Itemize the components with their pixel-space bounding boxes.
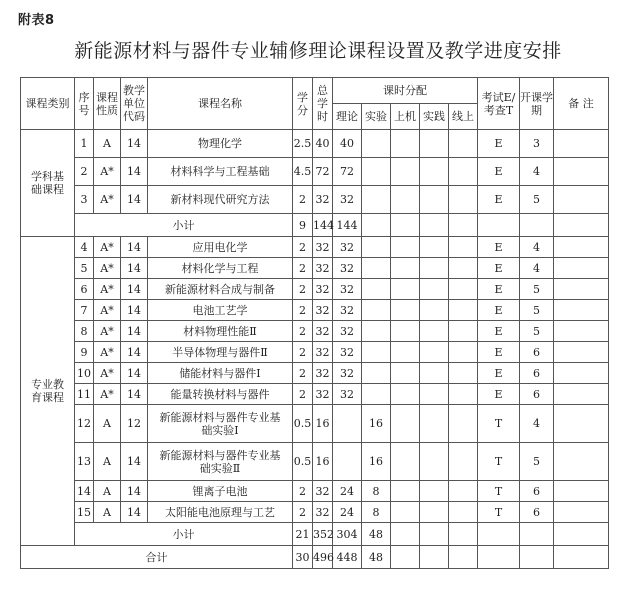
grand-total-lab-hours: 48 bbox=[362, 546, 391, 569]
unit-code-cell: 14 bbox=[121, 443, 148, 481]
unit-code-cell: 14 bbox=[121, 258, 148, 279]
semester-cell: 4 bbox=[520, 158, 554, 186]
theory-hours-cell: 32 bbox=[333, 300, 362, 321]
total-hours-cell: 32 bbox=[313, 481, 333, 502]
credit-cell: 2 bbox=[293, 186, 313, 214]
total-hours-cell: 32 bbox=[313, 502, 333, 523]
course-name-cell: 新材料现代研究方法 bbox=[148, 186, 293, 214]
empty-cell bbox=[420, 214, 449, 237]
nature-cell: A bbox=[94, 405, 121, 443]
remark-cell bbox=[554, 237, 609, 258]
computer-hours-cell bbox=[391, 186, 420, 214]
lab-hours-cell bbox=[362, 237, 391, 258]
unit-code-cell: 14 bbox=[121, 342, 148, 363]
lab-hours-cell bbox=[362, 363, 391, 384]
unit-code-cell: 14 bbox=[121, 321, 148, 342]
header-hours-distribution: 课时分配 bbox=[333, 78, 478, 104]
theory-hours-cell: 32 bbox=[333, 279, 362, 300]
credit-cell: 2 bbox=[293, 363, 313, 384]
computer-hours-cell bbox=[391, 443, 420, 481]
practice-hours-cell bbox=[420, 237, 449, 258]
empty-cell bbox=[554, 214, 609, 237]
credit-cell: 2 bbox=[293, 502, 313, 523]
seq-cell: 9 bbox=[75, 342, 94, 363]
lab-hours-cell bbox=[362, 300, 391, 321]
credit-cell: 2 bbox=[293, 384, 313, 405]
header-seq: 序号 bbox=[75, 78, 94, 130]
seq-cell: 10 bbox=[75, 363, 94, 384]
remark-cell bbox=[554, 363, 609, 384]
course-name-cell: 太阳能电池原理与工艺 bbox=[148, 502, 293, 523]
empty-cell bbox=[554, 523, 609, 546]
header-practice: 实践 bbox=[420, 104, 449, 130]
table-body bbox=[21, 130, 609, 569]
empty-cell bbox=[478, 214, 520, 237]
seq-cell: 4 bbox=[75, 237, 94, 258]
total-hours-cell: 32 bbox=[313, 279, 333, 300]
unit-code-cell: 14 bbox=[121, 130, 148, 158]
table-row bbox=[21, 384, 609, 405]
seq-cell: 8 bbox=[75, 321, 94, 342]
computer-hours-cell bbox=[391, 363, 420, 384]
theory-hours-cell: 24 bbox=[333, 481, 362, 502]
empty-cell bbox=[554, 546, 609, 569]
exam-type-cell: E bbox=[478, 363, 520, 384]
subtotal-theory-hours: 304 bbox=[333, 523, 362, 546]
empty-cell bbox=[449, 546, 478, 569]
subtotal-total-hours: 352 bbox=[313, 523, 333, 546]
online-hours-cell bbox=[449, 158, 478, 186]
semester-cell: 6 bbox=[520, 384, 554, 405]
exam-type-cell: T bbox=[478, 502, 520, 523]
header-semester: 开课学期 bbox=[520, 78, 554, 130]
table-row bbox=[21, 186, 609, 214]
course-name-cell: 新能源材料与器件专业基础实验Ⅱ bbox=[148, 443, 293, 481]
practice-hours-cell bbox=[420, 186, 449, 214]
exam-type-cell: E bbox=[478, 158, 520, 186]
unit-code-cell: 14 bbox=[121, 363, 148, 384]
remark-cell bbox=[554, 384, 609, 405]
remark-cell bbox=[554, 258, 609, 279]
exam-type-cell: E bbox=[478, 300, 520, 321]
theory-hours-cell: 32 bbox=[333, 258, 362, 279]
grand-total-theory-hours: 448 bbox=[333, 546, 362, 569]
theory-hours-cell: 32 bbox=[333, 363, 362, 384]
credit-cell: 4.5 bbox=[293, 158, 313, 186]
total-hours-cell: 40 bbox=[313, 130, 333, 158]
lab-hours-cell: 8 bbox=[362, 481, 391, 502]
subtotal-lab-hours bbox=[362, 214, 391, 237]
nature-cell: A* bbox=[94, 384, 121, 405]
practice-hours-cell bbox=[420, 363, 449, 384]
practice-hours-cell bbox=[420, 502, 449, 523]
nature-cell: A bbox=[94, 502, 121, 523]
semester-cell: 5 bbox=[520, 443, 554, 481]
nature-cell: A bbox=[94, 443, 121, 481]
header-nature: 课程性质 bbox=[94, 78, 121, 130]
subtotal-theory-hours: 144 bbox=[333, 214, 362, 237]
total-hours-cell: 32 bbox=[313, 300, 333, 321]
header-credit: 学分 bbox=[293, 78, 313, 130]
course-schedule-table bbox=[20, 77, 609, 569]
subtotal-total-hours: 144 bbox=[313, 214, 333, 237]
total-hours-cell: 32 bbox=[313, 258, 333, 279]
grand-total-row bbox=[21, 546, 609, 569]
course-name-cell: 储能材料与器件Ⅰ bbox=[148, 363, 293, 384]
subtotal-row bbox=[21, 523, 609, 546]
practice-hours-cell bbox=[420, 258, 449, 279]
practice-hours-cell bbox=[420, 130, 449, 158]
appendix-label: 附表8 bbox=[18, 13, 55, 28]
semester-cell: 4 bbox=[520, 405, 554, 443]
course-name-cell: 半导体物理与器件Ⅱ bbox=[148, 342, 293, 363]
table-row bbox=[21, 279, 609, 300]
computer-hours-cell bbox=[391, 158, 420, 186]
course-name-cell: 材料化学与工程 bbox=[148, 258, 293, 279]
remark-cell bbox=[554, 130, 609, 158]
table-row bbox=[21, 342, 609, 363]
grand-total-label: 合计 bbox=[21, 546, 293, 569]
seq-cell: 14 bbox=[75, 481, 94, 502]
unit-code-cell: 14 bbox=[121, 237, 148, 258]
unit-code-cell: 14 bbox=[121, 186, 148, 214]
empty-cell bbox=[449, 523, 478, 546]
semester-cell: 6 bbox=[520, 363, 554, 384]
seq-cell: 13 bbox=[75, 443, 94, 481]
subtotal-row bbox=[21, 214, 609, 237]
unit-code-cell: 14 bbox=[121, 158, 148, 186]
nature-cell: A bbox=[94, 130, 121, 158]
course-name-cell: 锂离子电池 bbox=[148, 481, 293, 502]
header-unit-code: 教学单位代码 bbox=[121, 78, 148, 130]
online-hours-cell bbox=[449, 300, 478, 321]
table-row bbox=[21, 158, 609, 186]
exam-type-cell: T bbox=[478, 481, 520, 502]
theory-hours-cell: 32 bbox=[333, 384, 362, 405]
nature-cell: A* bbox=[94, 300, 121, 321]
semester-cell: 4 bbox=[520, 258, 554, 279]
computer-hours-cell bbox=[391, 502, 420, 523]
lab-hours-cell bbox=[362, 384, 391, 405]
subtotal-lab-hours: 48 bbox=[362, 523, 391, 546]
online-hours-cell bbox=[449, 321, 478, 342]
subtotal-label: 小计 bbox=[75, 523, 293, 546]
total-hours-cell: 72 bbox=[313, 158, 333, 186]
empty-cell bbox=[520, 214, 554, 237]
course-name-cell: 新能源材料合成与制备 bbox=[148, 279, 293, 300]
computer-hours-cell bbox=[391, 130, 420, 158]
seq-cell: 1 bbox=[75, 130, 94, 158]
header-online: 线上 bbox=[449, 104, 478, 130]
computer-hours-cell bbox=[391, 481, 420, 502]
credit-cell: 2 bbox=[293, 321, 313, 342]
practice-hours-cell bbox=[420, 405, 449, 443]
seq-cell: 6 bbox=[75, 279, 94, 300]
table-row bbox=[21, 443, 609, 481]
nature-cell: A* bbox=[94, 186, 121, 214]
lab-hours-cell bbox=[362, 258, 391, 279]
lab-hours-cell: 8 bbox=[362, 502, 391, 523]
page-title: 新能源材料与器件专业辅修理论课程设置及教学进度安排 bbox=[74, 40, 562, 62]
exam-type-cell: E bbox=[478, 342, 520, 363]
theory-hours-cell: 32 bbox=[333, 237, 362, 258]
practice-hours-cell bbox=[420, 342, 449, 363]
nature-cell: A* bbox=[94, 321, 121, 342]
credit-cell: 2 bbox=[293, 481, 313, 502]
semester-cell: 5 bbox=[520, 186, 554, 214]
practice-hours-cell bbox=[420, 321, 449, 342]
empty-cell bbox=[520, 523, 554, 546]
header-lab: 实验 bbox=[362, 104, 391, 130]
practice-hours-cell bbox=[420, 300, 449, 321]
total-hours-cell: 32 bbox=[313, 237, 333, 258]
seq-cell: 2 bbox=[75, 158, 94, 186]
theory-hours-cell bbox=[333, 443, 362, 481]
exam-type-cell: T bbox=[478, 405, 520, 443]
empty-cell bbox=[391, 214, 420, 237]
computer-hours-cell bbox=[391, 300, 420, 321]
remark-cell bbox=[554, 405, 609, 443]
unit-code-cell: 14 bbox=[121, 502, 148, 523]
header-total-hours: 总学时 bbox=[313, 78, 333, 130]
theory-hours-cell: 32 bbox=[333, 186, 362, 214]
subtotal-credit: 9 bbox=[293, 214, 313, 237]
computer-hours-cell bbox=[391, 279, 420, 300]
empty-cell bbox=[520, 546, 554, 569]
subtotal-credit: 21 bbox=[293, 523, 313, 546]
computer-hours-cell bbox=[391, 258, 420, 279]
nature-cell: A bbox=[94, 481, 121, 502]
theory-hours-cell: 40 bbox=[333, 130, 362, 158]
seq-cell: 11 bbox=[75, 384, 94, 405]
table-row bbox=[21, 237, 609, 258]
lab-hours-cell bbox=[362, 279, 391, 300]
lab-hours-cell bbox=[362, 342, 391, 363]
course-name-cell: 应用电化学 bbox=[148, 237, 293, 258]
theory-hours-cell bbox=[333, 405, 362, 443]
remark-cell bbox=[554, 342, 609, 363]
online-hours-cell bbox=[449, 279, 478, 300]
remark-cell bbox=[554, 300, 609, 321]
unit-code-cell: 14 bbox=[121, 384, 148, 405]
empty-cell bbox=[420, 546, 449, 569]
total-hours-cell: 32 bbox=[313, 363, 333, 384]
remark-cell bbox=[554, 279, 609, 300]
grand-total-credit: 30 bbox=[293, 546, 313, 569]
empty-cell bbox=[391, 546, 420, 569]
lab-hours-cell bbox=[362, 321, 391, 342]
seq-cell: 3 bbox=[75, 186, 94, 214]
nature-cell: A* bbox=[94, 258, 121, 279]
table-row bbox=[21, 130, 609, 158]
header-theory: 理论 bbox=[333, 104, 362, 130]
unit-code-cell: 14 bbox=[121, 300, 148, 321]
header-computer: 上机 bbox=[391, 104, 420, 130]
online-hours-cell bbox=[449, 384, 478, 405]
exam-type-cell: E bbox=[478, 186, 520, 214]
total-hours-cell: 32 bbox=[313, 384, 333, 405]
total-hours-cell: 32 bbox=[313, 342, 333, 363]
semester-cell: 6 bbox=[520, 502, 554, 523]
table-row bbox=[21, 363, 609, 384]
course-name-cell: 能量转换材料与器件 bbox=[148, 384, 293, 405]
practice-hours-cell bbox=[420, 158, 449, 186]
seq-cell: 15 bbox=[75, 502, 94, 523]
empty-cell bbox=[449, 214, 478, 237]
header-row-1 bbox=[21, 78, 609, 104]
semester-cell: 6 bbox=[520, 481, 554, 502]
exam-type-cell: E bbox=[478, 384, 520, 405]
lab-hours-cell: 16 bbox=[362, 443, 391, 481]
theory-hours-cell: 32 bbox=[333, 342, 362, 363]
unit-code-cell: 14 bbox=[121, 481, 148, 502]
semester-cell: 5 bbox=[520, 300, 554, 321]
nature-cell: A* bbox=[94, 158, 121, 186]
nature-cell: A* bbox=[94, 279, 121, 300]
empty-cell bbox=[478, 523, 520, 546]
header-category: 课程类别 bbox=[21, 78, 75, 130]
credit-cell: 0.5 bbox=[293, 443, 313, 481]
lab-hours-cell bbox=[362, 158, 391, 186]
total-hours-cell: 32 bbox=[313, 186, 333, 214]
header-course-name: 课程名称 bbox=[148, 78, 293, 130]
seq-cell: 12 bbox=[75, 405, 94, 443]
category-cell: 专业教育课程 bbox=[21, 237, 75, 546]
course-name-cell: 物理化学 bbox=[148, 130, 293, 158]
credit-cell: 2 bbox=[293, 258, 313, 279]
online-hours-cell bbox=[449, 342, 478, 363]
computer-hours-cell bbox=[391, 321, 420, 342]
remark-cell bbox=[554, 321, 609, 342]
table-row bbox=[21, 300, 609, 321]
exam-type-cell: E bbox=[478, 237, 520, 258]
computer-hours-cell bbox=[391, 384, 420, 405]
online-hours-cell bbox=[449, 481, 478, 502]
remark-cell bbox=[554, 481, 609, 502]
empty-cell bbox=[420, 523, 449, 546]
nature-cell: A* bbox=[94, 363, 121, 384]
practice-hours-cell bbox=[420, 443, 449, 481]
header-remark: 备 注 bbox=[554, 78, 609, 130]
online-hours-cell bbox=[449, 405, 478, 443]
seq-cell: 7 bbox=[75, 300, 94, 321]
theory-hours-cell: 72 bbox=[333, 158, 362, 186]
semester-cell: 3 bbox=[520, 130, 554, 158]
lab-hours-cell bbox=[362, 186, 391, 214]
exam-type-cell: T bbox=[478, 443, 520, 481]
empty-cell bbox=[391, 523, 420, 546]
exam-type-cell: E bbox=[478, 279, 520, 300]
theory-hours-cell: 24 bbox=[333, 502, 362, 523]
table-row bbox=[21, 321, 609, 342]
credit-cell: 2 bbox=[293, 300, 313, 321]
computer-hours-cell bbox=[391, 237, 420, 258]
course-name-cell: 新能源材料与器件专业基础实验Ⅰ bbox=[148, 405, 293, 443]
computer-hours-cell bbox=[391, 405, 420, 443]
nature-cell: A* bbox=[94, 237, 121, 258]
subtotal-label: 小计 bbox=[75, 214, 293, 237]
empty-cell bbox=[478, 546, 520, 569]
remark-cell bbox=[554, 186, 609, 214]
theory-hours-cell: 32 bbox=[333, 321, 362, 342]
online-hours-cell bbox=[449, 186, 478, 214]
semester-cell: 6 bbox=[520, 342, 554, 363]
course-name-cell: 材料科学与工程基础 bbox=[148, 158, 293, 186]
lab-hours-cell bbox=[362, 130, 391, 158]
remark-cell bbox=[554, 158, 609, 186]
practice-hours-cell bbox=[420, 481, 449, 502]
credit-cell: 2 bbox=[293, 342, 313, 363]
credit-cell: 0.5 bbox=[293, 405, 313, 443]
total-hours-cell: 16 bbox=[313, 405, 333, 443]
table-row bbox=[21, 502, 609, 523]
credit-cell: 2.5 bbox=[293, 130, 313, 158]
credit-cell: 2 bbox=[293, 279, 313, 300]
semester-cell: 5 bbox=[520, 279, 554, 300]
online-hours-cell bbox=[449, 443, 478, 481]
seq-cell: 5 bbox=[75, 258, 94, 279]
semester-cell: 5 bbox=[520, 321, 554, 342]
practice-hours-cell bbox=[420, 279, 449, 300]
table-row bbox=[21, 258, 609, 279]
semester-cell: 4 bbox=[520, 237, 554, 258]
category-cell: 学科基础课程 bbox=[21, 130, 75, 237]
exam-type-cell: E bbox=[478, 321, 520, 342]
lab-hours-cell: 16 bbox=[362, 405, 391, 443]
online-hours-cell bbox=[449, 363, 478, 384]
online-hours-cell bbox=[449, 237, 478, 258]
practice-hours-cell bbox=[420, 384, 449, 405]
grand-total-hours: 496 bbox=[313, 546, 333, 569]
table-row bbox=[21, 481, 609, 502]
course-name-cell: 材料物理性能Ⅱ bbox=[148, 321, 293, 342]
remark-cell bbox=[554, 443, 609, 481]
online-hours-cell bbox=[449, 502, 478, 523]
computer-hours-cell bbox=[391, 342, 420, 363]
course-name-cell: 电池工艺学 bbox=[148, 300, 293, 321]
unit-code-cell: 12 bbox=[121, 405, 148, 443]
total-hours-cell: 32 bbox=[313, 321, 333, 342]
remark-cell bbox=[554, 502, 609, 523]
exam-type-cell: E bbox=[478, 258, 520, 279]
online-hours-cell bbox=[449, 258, 478, 279]
exam-type-cell: E bbox=[478, 130, 520, 158]
total-hours-cell: 16 bbox=[313, 443, 333, 481]
online-hours-cell bbox=[449, 130, 478, 158]
nature-cell: A* bbox=[94, 342, 121, 363]
unit-code-cell: 14 bbox=[121, 279, 148, 300]
credit-cell: 2 bbox=[293, 237, 313, 258]
table-row bbox=[21, 405, 609, 443]
header-exam-type: 考试E/考查T bbox=[478, 78, 520, 130]
